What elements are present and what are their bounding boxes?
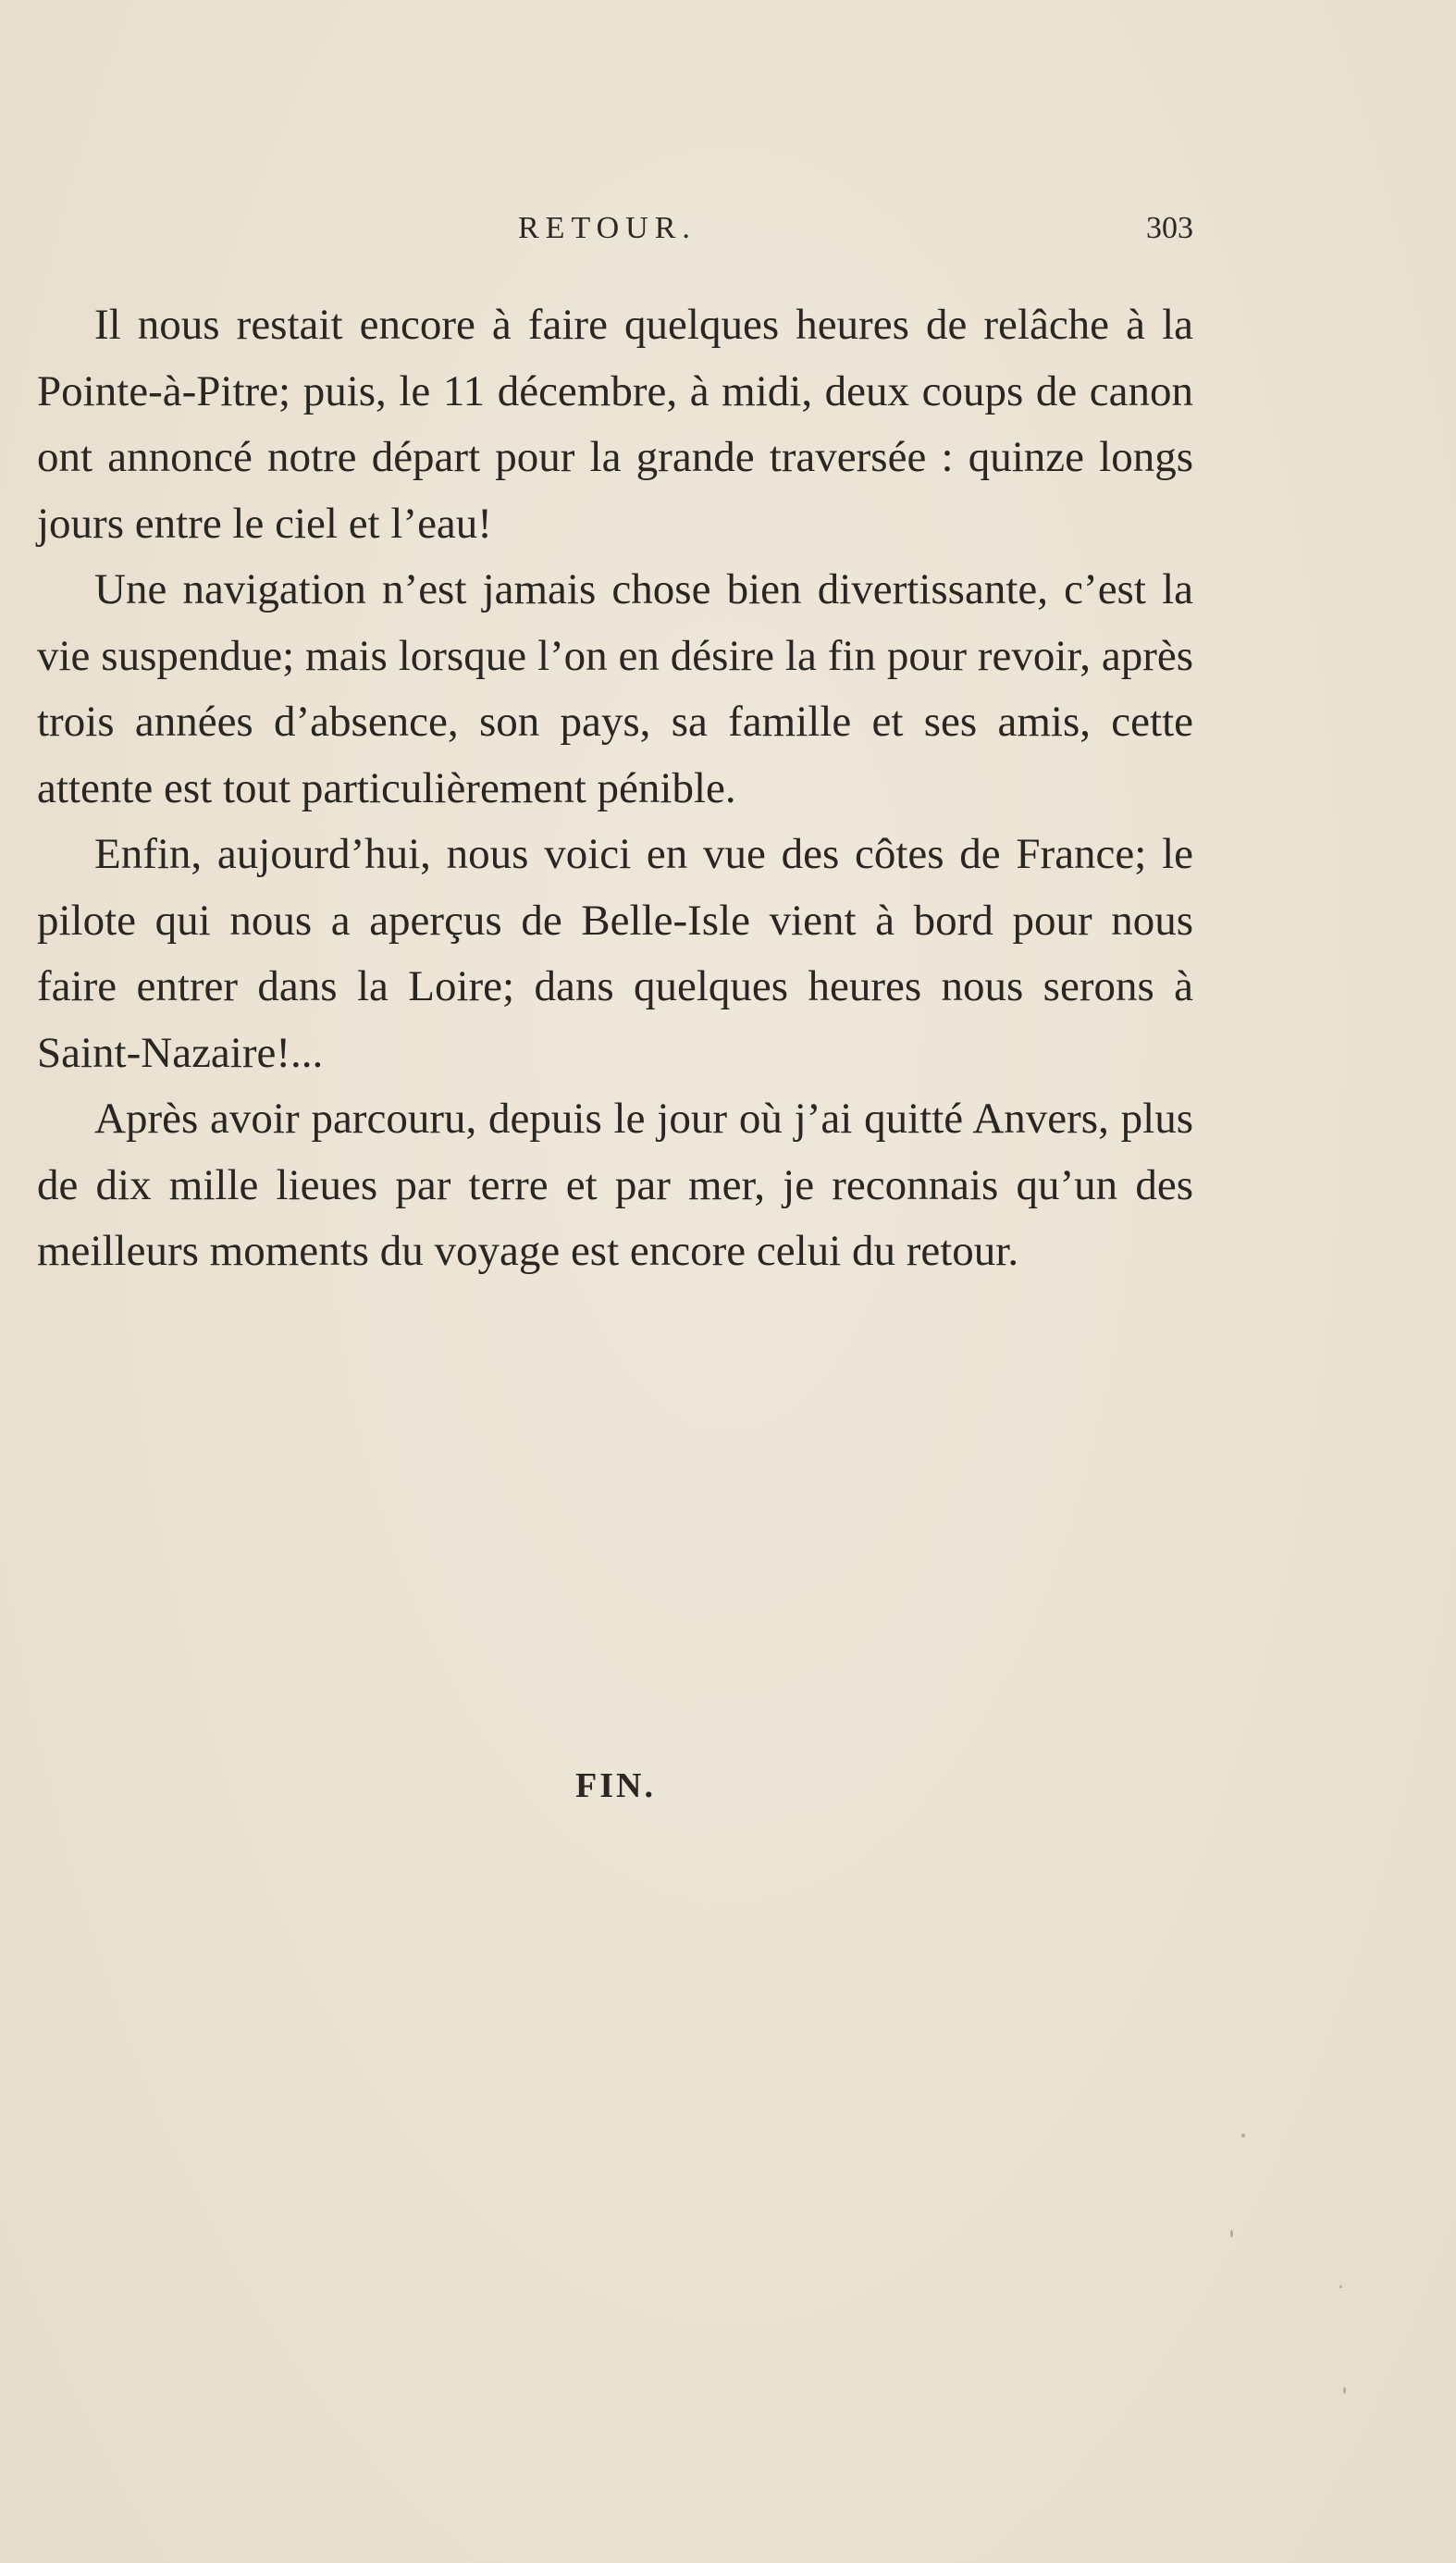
body-text bbox=[37, 292, 1193, 1285]
paragraph: Il nous restait encore à faire quelques heures de relâche à la Pointe-à-Pitre; puis, le 11 décembre, à midi, deux coups de canon ont annoncé notre départ pour la grande traversée : quinze longs jours entre le ciel et l’eau! bbox=[37, 301, 1193, 548]
paragraph: Enfin, aujourd’hui, nous voici en vue des côtes de France; le pilote qui nous a aperçus de Belle-Isle vient à bord pour nous faire entrer dans la Loire; dans quelques heures nous serons à Saint-Nazaire!... bbox=[37, 830, 1193, 1077]
paragraph: Une navigation n’est jamais chose bien divertissante, c’est la vie suspendue; mais lorsque l’on en désire la fin pour revoir, après trois années d’absence, son pays, sa famille et ses amis, cette attente est tout particulièrement pénible. bbox=[37, 565, 1193, 812]
paper-speck bbox=[1343, 2387, 1346, 2394]
running-head bbox=[37, 211, 1193, 266]
page-number: 303 bbox=[1146, 211, 1193, 245]
paragraph: Après avoir parcouru, depuis le jour où j’ai quitté Anvers, plus de dix mille lieues par terre et par mer, je reconnais qu’un des meilleurs moments du voyage est encore celui du retour. bbox=[37, 1095, 1193, 1275]
running-title: RETOUR. bbox=[518, 211, 697, 245]
paper-speck bbox=[1230, 2230, 1233, 2237]
paper-speck bbox=[1241, 2134, 1245, 2137]
paper-speck bbox=[1339, 2285, 1342, 2288]
end-mark: FIN. bbox=[575, 1766, 656, 1805]
